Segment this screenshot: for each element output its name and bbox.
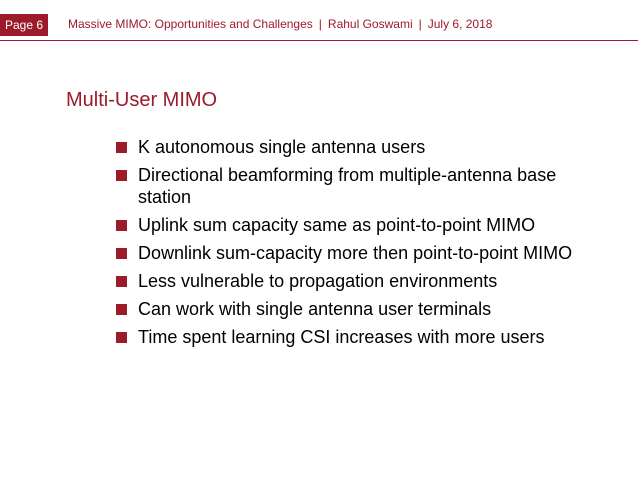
square-bullet-icon: [116, 276, 127, 287]
bullet-item: [116, 326, 596, 348]
bullet-list: [116, 136, 596, 354]
bullet-text: Can work with single antenna user terminals: [138, 299, 492, 319]
bullet-item: [116, 214, 596, 236]
square-bullet-icon: [116, 248, 127, 259]
square-bullet-icon: [116, 220, 127, 231]
header-divider: [0, 40, 638, 41]
bullet-text: Less vulnerable to propagation environments: [138, 271, 498, 291]
header-separator: |: [418, 17, 422, 31]
bullet-item: [116, 136, 596, 158]
square-bullet-icon: [116, 332, 127, 343]
bullet-item: [116, 164, 596, 208]
presentation-date: July 6, 2018: [427, 17, 493, 31]
bullet-text: Directional beamforming from multiple-antenna base station: [138, 165, 557, 207]
bullet-item: [116, 298, 596, 320]
slide-title: Multi-User MIMO: [66, 89, 218, 111]
bullet-text: Uplink sum capacity same as point-to-point MIMO: [138, 215, 536, 235]
square-bullet-icon: [116, 170, 127, 181]
slide-header: [0, 0, 638, 40]
bullet-text: Time spent learning CSI increases with more users: [138, 327, 545, 347]
bullet-text: Downlink sum-capacity more then point-to-point MIMO: [138, 243, 573, 263]
header-meta: [68, 17, 492, 31]
presentation-title: Massive MIMO: Opportunities and Challenges: [68, 17, 313, 31]
header-separator: |: [318, 17, 322, 31]
bullet-item: [116, 242, 596, 264]
square-bullet-icon: [116, 304, 127, 315]
bullet-text: K autonomous single antenna users: [138, 137, 426, 157]
page-number-badge: Page 6: [0, 14, 48, 36]
square-bullet-icon: [116, 142, 127, 153]
bullet-item: [116, 270, 596, 292]
author-name: Rahul Goswami: [327, 17, 413, 31]
